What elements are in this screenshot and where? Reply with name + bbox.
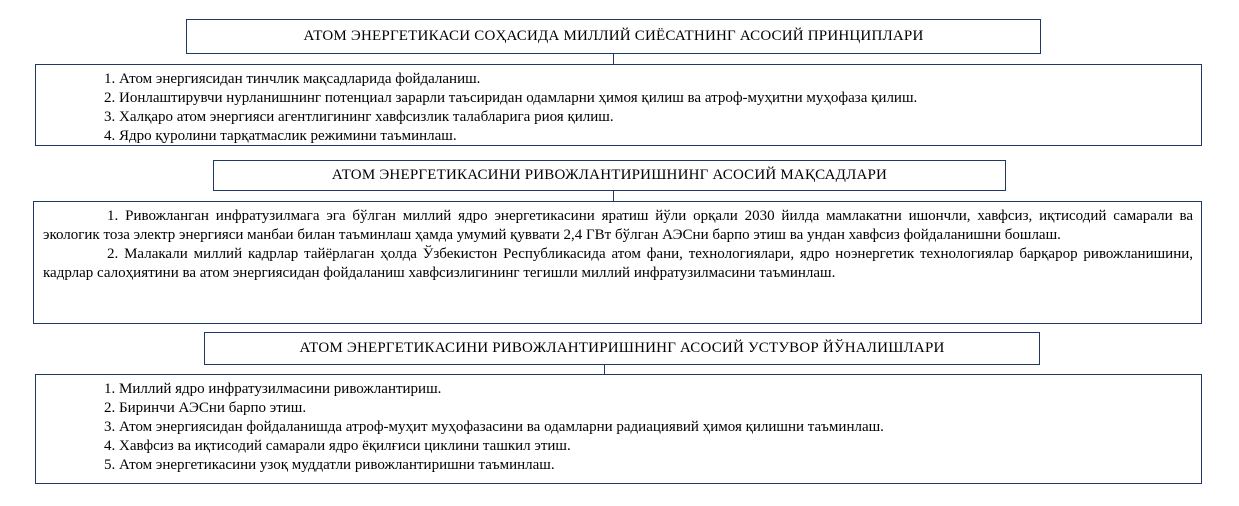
section3-content-box — [35, 374, 1202, 484]
section2-connector — [613, 191, 614, 201]
list-item: 4. Хавфсиз ва иқтисодий самарали ядро ёқилғиси циклини ташкил этиш. — [104, 438, 571, 454]
section1-content-box — [35, 64, 1202, 146]
list-item: 1. Миллий ядро инфратузилмасини ривожлантириш. — [104, 381, 442, 397]
list-item: 4. Ядро қуролини тарқатмаслик режимини таъминлаш. — [104, 128, 457, 144]
section3-connector — [604, 365, 605, 374]
list-item: 2. Ионлаштирувчи нурланишнинг потенциал зарарли таъсиридан одамларни ҳимоя қилиш ва атроф-муҳитни муҳофаза қилиш. — [104, 90, 918, 106]
section1-connector — [613, 54, 614, 64]
list-item: 2. Биринчи АЭСни барпо этиш. — [104, 400, 307, 416]
list-item: 5. Атом энергетикасини узоқ муддатли ривожлантиришни таъминлаш. — [104, 457, 555, 473]
list-item: 3. Халқаро атом энергияси агентлигининг хавфсизлик талабларига риоя қилиш. — [104, 109, 614, 125]
section2-paragraph-2: 2. Малакали миллий кадрлар тайёрлаган ҳолда Ўзбекистон Республикасида атом фани, технологиялари, ядро ноэнергетик технологиялар барқарор ривожланишини, кадрлар салоҳиятини ва атом энергиясидан фойдаланиш хавфсизлигининг тегишли миллий инфратузилмасини таъминлаш. — [43, 246, 1193, 281]
section2-title-box — [213, 160, 1006, 191]
section2-paragraph-1: 1. Ривожланган инфратузилмага эга бўлган миллий ядро энергетикасини яратиш йўли орқали 2030 йилда мамлакатни ишончли, хавфсиз, иқтисодий самарали ва экологик тоза электр энергияси манбаи билан таъминлаш ҳамда умумий қуввати 2,4 ГВт бўлган АЭСни барпо этиш ва ундан хавфсиз фойдаланишни бошлаш. — [43, 208, 1193, 243]
section1-list — [104, 70, 1193, 146]
section2-title: АТОМ ЭНЕРГЕТИКАСИНИ РИВОЖЛАНТИРИШНИНГ АСОСИЙ МАҚСАДЛАРИ — [331, 167, 888, 183]
list-item: 3. Атом энергиясидан фойдаланишда атроф-муҳит муҳофазасини ва одамларни радиациявий ҳимоя қилишни таъминлаш. — [104, 419, 884, 435]
section1-title: АТОМ ЭНЕРГЕТИКАСИ СОҲАСИДА МИЛЛИЙ СИЁСАТНИНГ АСОСИЙ ПРИНЦИПЛАРИ — [303, 28, 924, 44]
section3-title-box — [204, 332, 1040, 365]
section3-title: АТОМ ЭНЕРГЕТИКАСИНИ РИВОЖЛАНТИРИШНИНГ АСОСИЙ УСТУВОР ЙЎНАЛИШЛАРИ — [299, 340, 945, 356]
list-item: 1. Атом энергиясидан тинчлик мақсадларида фойдаланиш. — [104, 71, 481, 87]
section3-list — [104, 380, 1193, 475]
section2-content-box — [33, 201, 1202, 324]
section1-title-box — [186, 19, 1041, 54]
